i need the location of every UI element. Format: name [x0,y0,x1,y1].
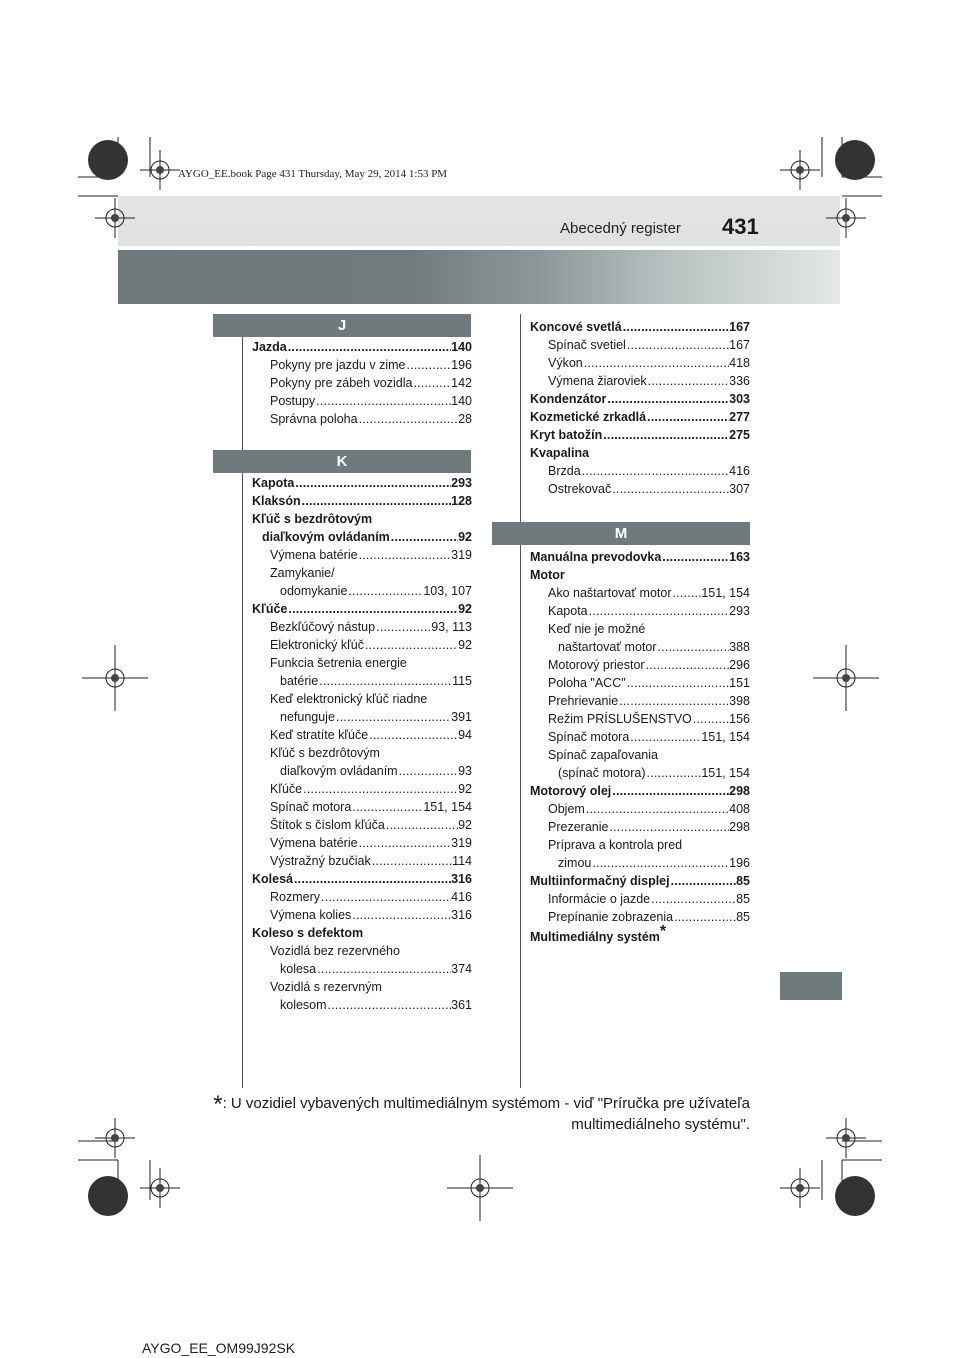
asterisk-mark: * [213,1091,223,1118]
index-entry: Kryt batožín ..... 275 [530,426,750,444]
index-entry: Keď elektronický kľúč riadne [270,692,428,706]
index-entry: Poloha "ACC" ..... 151 [530,674,750,692]
index-entry: Objem ..... 408 [530,800,750,818]
index-entry: kolesom ..... 361 [252,996,472,1014]
index-entry: Štítok s číslom kľúča ..... 92 [252,816,472,834]
index-entry: Jazda ..... 140 [252,338,472,356]
index-entry: Výkon ..... 418 [530,354,750,372]
index-entry: kolesa ..... 374 [252,960,472,978]
multimedia-label: Multimediálny systém [530,930,660,944]
index-entry: Kozmetické zrkadlá ..... 277 [530,408,750,426]
index-entry: Keď nie je možné [548,622,646,636]
index-entry: Ako naštartovať motor ..... 151, 154 [530,584,750,602]
index-entry: Rozmery ..... 416 [252,888,472,906]
index-entry: Klaksón ..... 128 [252,492,472,510]
index-entry: odomykanie ..... 103, 107 [252,582,472,600]
index-entry: Elektronický kľúč ..... 92 [252,636,472,654]
index-entry: Keď stratíte kľúče ..... 94 [252,726,472,744]
section-header-m: M [492,522,750,545]
index-entry: Pokyny pre zábeh vozidla ..... 142 [252,374,472,392]
page-number: 431 [722,214,759,239]
footnote-line-2: multimediálneho systému". [571,1116,750,1133]
section-header-j: J [213,314,471,337]
section-header-k: K [213,450,471,473]
index-entry: Kolesá ..... 316 [252,870,472,888]
index-entry: Brzda ..... 416 [530,462,750,480]
asterisk-mark: * [659,922,667,940]
index-entry: Výmena batérie ..... 319 [252,546,472,564]
index-entry: Kapota ..... 293 [530,602,750,620]
footnote-line-1: *: U vozidiel vybavených multimediálnym systémom - viď "Príručka pre užívateľa [213,1091,750,1118]
index-entry: Príprava a kontrola pred [548,838,683,852]
index-entry: Kvapalina [530,446,590,460]
index-entry: Výmena kolies ..... 316 [252,906,472,924]
index-entry: Kapota ..... 293 [252,474,472,492]
index-entry: Bezkľúčový nástup ..... 93, 113 [252,618,472,636]
index-entry: Manuálna prevodovka ..... 163 [530,548,750,566]
index-entry: diaľkovým ovládaním ..... 92 [252,528,472,546]
index-entry: batérie ..... 115 [252,672,472,690]
index-entry: Informácie o jazde ..... 85 [530,890,750,908]
index-entry: Kľúč s bezdrôtovým [252,512,373,526]
index-entry: Motorový olej ..... 298 [530,782,750,800]
index-entry: Koncové svetlá ..... 167 [530,318,750,336]
index-entry: Ostrekovač ..... 307 [530,480,750,498]
index-entry: Spínač motora ..... 151, 154 [530,728,750,746]
index-entry: Vozidlá s rezervným [270,980,382,994]
index-entry: nefunguje ..... 391 [252,708,472,726]
index-entry: Zamykanie/ [270,566,335,580]
index-entry: naštartovať motor ..... 388 [530,638,750,656]
index-entry: Motor [530,568,565,582]
document-code: AYGO_EE_OM99J92SK [142,1340,296,1356]
index-entry: Výmena batérie ..... 319 [252,834,472,852]
index-entry: Pokyny pre jazdu v zime ..... 196 [252,356,472,374]
index-entry: Kľúče ..... 92 [252,600,472,618]
index-entry: Spínač svetiel ..... 167 [530,336,750,354]
index-entry: zimou ..... 196 [530,854,750,872]
index-entry: Koleso s defektom [252,926,364,940]
index-entry: Prehrievanie ..... 398 [530,692,750,710]
index-entry: Postupy ..... 140 [252,392,472,410]
index-entry: Motorový priestor ..... 296 [530,656,750,674]
book-info: AYGO_EE.book Page 431 Thursday, May 29, 2014 1:53 PM [178,168,448,180]
index-entry: Výmena žiaroviek ..... 336 [530,372,750,390]
index-entry: Spínač zapaľovania [548,748,658,762]
index-entry: Výstražný bzučiak ..... 114 [252,852,472,870]
index-entry: Funkcia šetrenia energie [270,656,407,670]
index-entry: diaľkovým ovládaním ..... 93 [252,762,472,780]
index-entry: Kľúče ..... 92 [252,780,472,798]
index-entry: Prepínanie zobrazenia ..... 85 [530,908,750,926]
index-entry: Prezeranie ..... 298 [530,818,750,836]
index-entry: Kondenzátor ..... 303 [530,390,750,408]
index-entry: Multiinformačný displej ..... 85 [530,872,750,890]
index-entry: Vozidlá bez rezervného [270,944,400,958]
index-entry: Spínač motora ..... 151, 154 [252,798,472,816]
index-entry: Režim PRÍSLUŠENSTVO ..... 156 [530,710,750,728]
index-entry: Kľúč s bezdrôtovým [270,746,380,760]
index-entry: (spínač motora) ..... 151, 154 [530,764,750,782]
index-entry: Správna poloha ..... 28 [252,410,472,428]
section-name: Abecedný register [560,220,681,237]
